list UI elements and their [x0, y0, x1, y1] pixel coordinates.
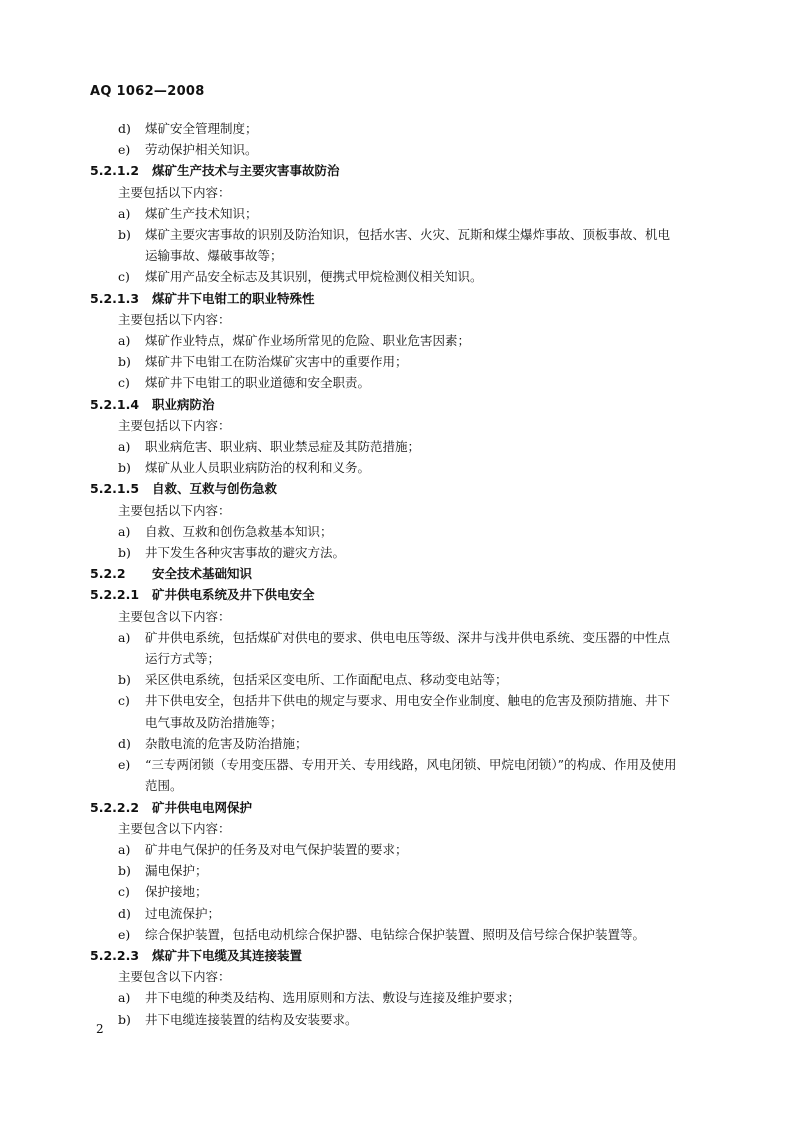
list-item-label: b) [118, 1011, 131, 1027]
list-item-label: a) [118, 841, 131, 857]
list-item-text: 煤矿安全管理制度； [145, 121, 258, 136]
list-item-text: 劳动保护相关知识。 [145, 142, 258, 158]
section-heading [90, 584, 715, 605]
intro-text: 主要包含以下内容： [118, 608, 231, 624]
list-item-text: 井下电缆的种类及结构、选用原则和方法、敷设与连接及维护要求； [145, 990, 521, 1006]
list-item-text: 煤矿主要灾害事故的识别及防治知识，包括水害、火灾、瓦斯和煤尘爆炸事故、顶板事故、机电 [145, 227, 671, 243]
list-item-text: 采区供电系统，包括采区变电所、工作面配电点、移动变电站等； [145, 672, 508, 688]
intro-text: 主要包括以下内容： [118, 311, 231, 327]
list-item [90, 436, 715, 457]
list-item-label: a) [118, 333, 131, 349]
list-item [90, 266, 715, 287]
list-item [90, 987, 715, 1008]
list-item [90, 669, 715, 690]
list-item-label: a) [118, 629, 131, 645]
list-item-label: b) [118, 354, 131, 370]
list-item [90, 733, 715, 754]
section-title: 矿井供电电网保护 [152, 799, 253, 815]
section-number: 5.2.2 [90, 566, 126, 582]
list-item-text: 矿井电气保护的任务及对电气保护装置的要求； [145, 841, 408, 857]
section-heading [90, 478, 715, 499]
list-item-label: b) [118, 545, 131, 561]
section-number: 5.2.1.4 [90, 396, 140, 412]
list-item [90, 118, 715, 139]
intro-text: 主要包括以下内容： [118, 417, 231, 433]
list-item-continuation: 运输事故、爆破事故等； [145, 248, 283, 264]
list-item-text: 井下电缆连接装置的结构及安装要求。 [145, 1011, 358, 1027]
section-heading [90, 797, 715, 818]
list-item-label: d) [118, 735, 131, 751]
section-heading [90, 394, 715, 415]
list-item-label: c) [118, 884, 130, 900]
list-item-label: a) [118, 439, 131, 455]
list-item-text: 保护接地； [145, 884, 208, 900]
list-item-text: 漏电保护； [145, 863, 208, 879]
list-item-label: c) [118, 375, 130, 391]
list-item [90, 627, 715, 648]
list-item-text: 职业病危害、职业病、职业禁忌症及其防范措施； [145, 439, 421, 455]
list-item-text: 煤矿井下电钳工在防治煤矿灾害中的重要作用； [145, 354, 408, 370]
list-item [90, 860, 715, 881]
list-item-label: c) [118, 693, 130, 709]
section-heading [90, 563, 715, 584]
list-item-label: b) [118, 863, 131, 879]
list-item-label: a) [118, 990, 131, 1006]
list-item [90, 457, 715, 478]
list-item [90, 881, 715, 902]
list-item-text: 煤矿作业特点，煤矿作业场所常见的危险、职业危害因素； [145, 333, 471, 349]
list-item [90, 330, 715, 351]
section-title: 安全技术基础知识 [152, 566, 253, 582]
list-item-label: a) [118, 205, 131, 221]
list-item-label: b) [118, 227, 131, 243]
section-number: 5.2.1.3 [90, 290, 140, 306]
list-item [90, 754, 715, 775]
list-item-label: a) [118, 523, 131, 539]
list-item-text: 综合保护装置，包括电动机综合保护器、电钻综合保护装置、照明及信号综合保护装置等。 [145, 926, 646, 942]
list-item [90, 1009, 715, 1030]
section-title: 职业病防治 [152, 396, 215, 412]
list-item-text: 煤矿从业人员职业病防治的权利和义务。 [145, 460, 371, 476]
intro-text: 主要包括以下内容： [118, 502, 231, 518]
section-number: 5.2.2.1 [90, 587, 140, 603]
list-item-label: d) [118, 905, 131, 921]
section-title: 煤矿井下电钳工的职业特殊性 [152, 290, 315, 306]
section-heading [90, 945, 715, 966]
list-item-label: b) [118, 460, 131, 476]
list-item-continuation: 范围。 [145, 778, 183, 794]
list-item-label: e) [118, 142, 131, 158]
intro-text: 主要包含以下内容： [118, 969, 231, 985]
list-item [90, 203, 715, 224]
section-title: 矿井供电系统及井下供电安全 [152, 587, 315, 603]
page-number: 2 [96, 1022, 104, 1036]
list-item-label: e) [118, 757, 131, 773]
section-number: 5.2.2.2 [90, 799, 140, 815]
list-item [90, 521, 715, 542]
section-heading [90, 160, 715, 181]
section-number: 5.2.1.5 [90, 481, 140, 497]
intro-text: 主要包含以下内容： [118, 820, 231, 836]
section-title: 煤矿生产技术与主要灾害事故防治 [152, 163, 340, 179]
intro-text: 主要包括以下内容： [118, 184, 231, 200]
list-item [90, 924, 715, 945]
list-item [90, 903, 715, 924]
list-item-text: 煤矿井下电钳工的职业道德和安全职责。 [145, 375, 371, 391]
list-item [90, 139, 715, 160]
section-number: 5.2.2.3 [90, 947, 140, 963]
list-item [90, 839, 715, 860]
list-item [90, 690, 715, 711]
section-number: 5.2.1.2 [90, 163, 140, 179]
section-title: 煤矿井下电缆及其连接装置 [152, 947, 303, 963]
list-item-text: “三专两闭锁（专用变压器、专用开关、专用线路，风电闭锁、甲烷电闭锁）”的构成、作用及使用 [145, 757, 677, 773]
section-title: 自救、互救与创伤急救 [152, 481, 278, 497]
section-heading [90, 288, 715, 309]
list-item [90, 224, 715, 245]
list-item-label: c) [118, 269, 130, 285]
list-item-continuation: 电气事故及防治措施等； [145, 714, 283, 730]
list-item-text: 矿井供电系统，包括煤矿对供电的要求、供电电压等级、深井与浅井供电系统、变压器的中性点 [145, 629, 671, 645]
list-item [90, 351, 715, 372]
document-body [90, 118, 715, 1030]
list-item [90, 372, 715, 393]
list-item-text: 井下供电安全，包括井下供电的规定与要求、用电安全作业制度、触电的危害及预防措施、井下 [145, 693, 671, 709]
list-item-text: 井下发生各种灾害事故的避灾方法。 [145, 545, 346, 561]
list-item-text: 过电流保护； [145, 905, 221, 921]
list-item-text: 杂散电流的危害及防治措施； [145, 735, 308, 751]
list-item-text: 煤矿用产品安全标志及其识别，便携式甲烷检测仪相关知识。 [145, 269, 483, 285]
list-item-text: 煤矿生产技术知识； [145, 205, 258, 221]
standard-code-header: AQ 1062—2008 [90, 84, 205, 99]
list-item-label: e) [118, 926, 131, 942]
list-item [90, 542, 715, 563]
list-item-label: d) [118, 121, 131, 136]
list-item-label: b) [118, 672, 131, 688]
list-item-text: 自救、互救和创伤急救基本知识； [145, 523, 333, 539]
list-item-continuation: 运行方式等； [145, 651, 221, 667]
